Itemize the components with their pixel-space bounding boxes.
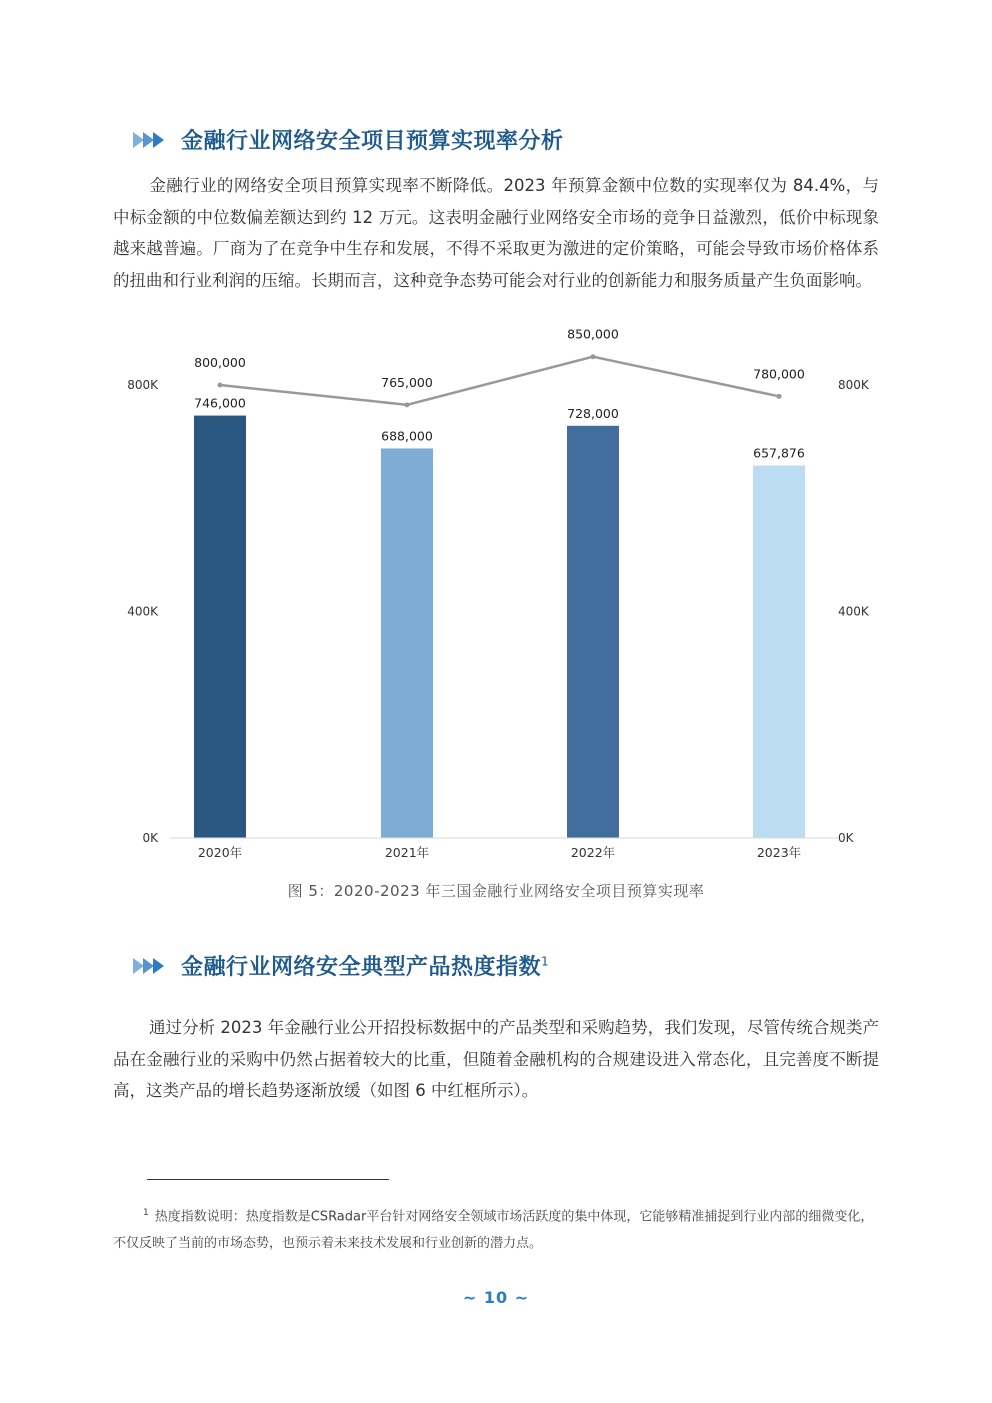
bar (567, 426, 619, 838)
footnote-text: 热度指数说明：热度指数是CSRadar平台针对网络安全领域市场活跃度的集中体现，它能够精准捕捉到行业内部的细微变化，不仅反映了当前的市场态势，也预示着未来技术发展和行业创新的潜力点。 (113, 1209, 874, 1252)
footnote-divider (147, 1179, 389, 1180)
section-heading-budget (133, 124, 564, 155)
footnote (113, 1200, 879, 1257)
line-data-label: 765,000 (381, 374, 433, 390)
x-tick-label: 2021年 (384, 845, 430, 860)
paragraph-text: 金融行业的网络安全项目预算实现率不断降低。2023 年预算金额中位数的实现率仅为 84.4%，与中标金额的中位数偏差额达到约 12 万元。这表明金融行业网络安全市场的竞争日益激烈，低价中标现象越来越普遍。厂商为了在竞争中生存和发展，不得不采取更为激进的定价策略，可能会导致市场价格体系的扭曲和行业利润的压缩。长期而言，这种竞争态势可能会对行业的创新能力和服务质量产生负面影响。 (113, 176, 879, 290)
footnote-ref[interactable]: 1 (541, 954, 550, 969)
line-point (218, 383, 223, 388)
bar (194, 416, 246, 838)
y-tick-label-left: 400K (127, 604, 158, 619)
bar-data-label: 688,000 (381, 428, 433, 444)
section-title: 金融行业网络安全典型产品热度指数$^1$ (181, 954, 550, 980)
bar-data-label: 746,000 (194, 395, 246, 411)
figure-caption: 图 5：2020-2023 年三国金融行业网络安全项目预算实现率 (287, 882, 705, 900)
bar-data-label: 657,876 (753, 445, 805, 461)
triple-chevron-icon (133, 132, 163, 148)
paragraph-text: 通过分析 2023 年金融行业公开招投标数据中的产品类型和采购趋势，我们发现，尽管传统合规类产品在金融行业的采购中仍然占据着较大的比重，但随着金融机构的合规建设进入常态化，且完善度不断提高，这类产品的增长趋势逐渐放缓（如图 6 中红框所示）。 (113, 1018, 879, 1100)
line-data-label: 780,000 (753, 366, 805, 382)
footnote-marker: 1 (143, 1208, 149, 1218)
bar-data-label: 728,000 (567, 405, 619, 421)
section-heading-heat-index (133, 950, 549, 981)
line-point (405, 402, 410, 407)
line-point (777, 394, 782, 399)
bar (381, 448, 433, 838)
section-paragraph (113, 170, 879, 296)
y-tick-label-right: 800K (838, 378, 869, 392)
y-tick-label-left: 800K (127, 378, 158, 392)
y-tick-label-left: 0K (142, 831, 158, 845)
line-point (591, 354, 596, 359)
line-data-label: 850,000 (567, 326, 619, 342)
x-tick-label: 2022年 (570, 845, 616, 860)
x-tick-label: 2023年 (756, 845, 802, 860)
line-data-label: 800,000 (194, 355, 246, 370)
triple-chevron-icon (133, 958, 163, 974)
section-paragraph (113, 1012, 879, 1107)
x-tick-label: 2020年 (197, 845, 243, 860)
section-title: 金融行业网络安全项目预算实现率分析 (181, 129, 564, 154)
series-line (220, 357, 779, 405)
y-tick-label-right: 400K (838, 604, 869, 619)
bar (753, 465, 805, 838)
page-number: ~ 10 ~ (462, 1288, 530, 1307)
y-tick-label-right: 0K (838, 831, 854, 845)
budget-chart (110, 326, 890, 875)
